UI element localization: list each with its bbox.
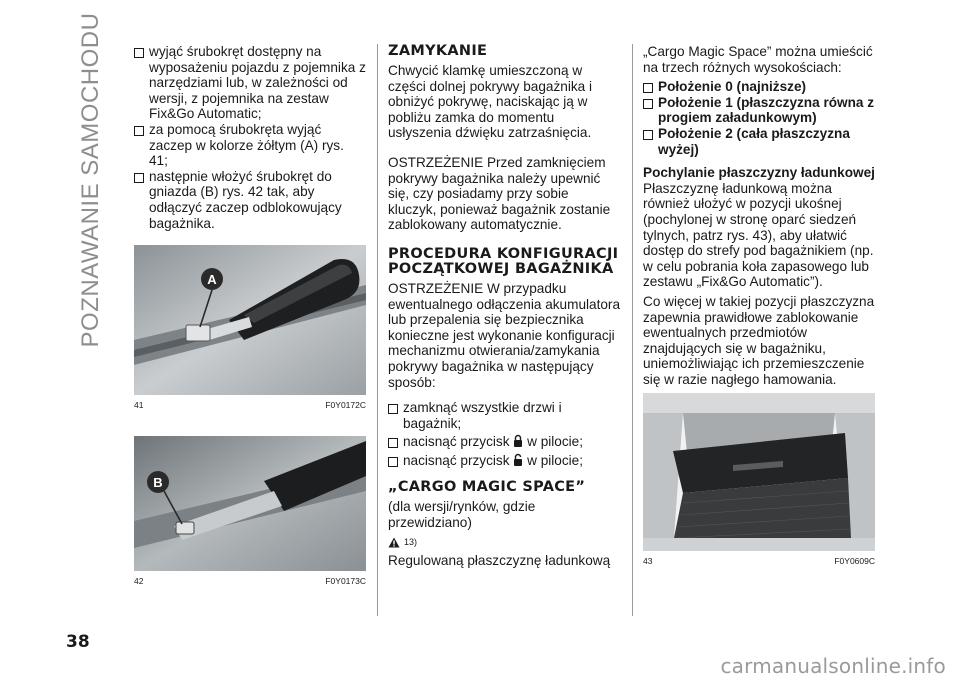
figure-code: F0Y0609C xyxy=(834,556,875,567)
list-item-text: Położenie 1 (płaszczyzna równa z progiem załadunkowym) xyxy=(658,94,875,126)
list-item xyxy=(643,126,875,157)
figure-code: F0Y0172C xyxy=(325,400,366,411)
section-heading: PROCEDURA KONFIGURACJI POCZĄTKOWEJ BAGAŻNIKA xyxy=(388,245,619,277)
list-item xyxy=(134,44,366,122)
column-divider xyxy=(377,44,378,616)
figure-code: F0Y0173C xyxy=(325,575,366,586)
unlock-icon xyxy=(513,453,523,467)
checkbox-bullet-icon xyxy=(388,438,398,448)
checkbox-bullet-icon xyxy=(388,457,398,467)
list-item xyxy=(388,434,620,450)
cargo-floor-image xyxy=(643,393,875,551)
list-item xyxy=(134,169,366,231)
column-2 xyxy=(388,44,620,573)
checkbox-bullet-icon xyxy=(134,126,144,136)
warning-reference xyxy=(388,535,620,551)
list-item xyxy=(643,79,875,95)
checkbox-bullet-icon xyxy=(134,48,144,58)
screwdriver-clip-image xyxy=(134,245,366,395)
paragraph: Płaszczyznę ładunkową można również ułożyć w pozycji ukośnej (pochylonej w stronę oparć siedzeń tylnych, patrz rys. 43), aby ułatwić dostęp do strefy pod bagażnikiem (np. w celu pobrania koła zapasowego lub zestawu „Fix&Go Automatic”). xyxy=(643,180,874,290)
list-item xyxy=(134,122,366,169)
list-item-text-post: w pilocie; xyxy=(527,434,584,450)
list-item xyxy=(388,453,620,469)
column-divider xyxy=(632,44,633,616)
figure-caption xyxy=(134,398,366,414)
list-item-text: zamknąć wszystkie drzwi i bagażnik; xyxy=(403,400,562,431)
watermark: carmanualsonline.info xyxy=(720,654,946,678)
column-1 xyxy=(134,44,366,589)
column-3 xyxy=(643,44,875,570)
list-item-text: wyjąć śrubokręt dostępny na wyposażeniu pojazdu z pojemnika z narzędziami lub, w zależności od wersji, z pojemnika na zestaw Fix&Go Automatic; xyxy=(149,44,366,122)
warning-paragraph: OSTRZEŻENIE Przed zamknięciem pokrywy bagażnika należy upewnić się, czy posiadamy przy sobie kluczyk, ponieważ bagażnik zostanie zablokowany automatycznie. xyxy=(388,154,611,233)
section-heading: ZAMYKANIE xyxy=(388,43,488,59)
figure-41 xyxy=(134,245,366,395)
figure-caption xyxy=(643,554,875,570)
paragraph: Chwycić klamkę umieszczoną w części dolnej pokrywy bagażnika i obniżyć pokrywę, naciskając ją w pobliżu zamka do momentu usłyszenia dźwięku zatrzaśnięcia. xyxy=(388,63,593,141)
subheading: Pochylanie płaszczyzny ładunkowej xyxy=(643,165,875,181)
paragraph: (dla wersji/rynków, gdzie przewidziano) xyxy=(388,499,536,531)
checkbox-bullet-icon xyxy=(134,173,144,183)
paragraph: „Cargo Magic Space” można umieścić na trzech różnych wysokościach: xyxy=(643,44,873,75)
list-item-text-pre: nacisnąć przycisk xyxy=(403,452,510,468)
warning-triangle-icon xyxy=(388,537,400,548)
figure-number: 41 xyxy=(134,400,144,411)
callout-label-b: B xyxy=(153,474,163,490)
paragraph: Co więcej w takiej pozycji płaszczyzna zapewnia prawidłowe zablokowanie ewentualnych przedmiotów znajdujących się w bagażniku, uniemożliwiając ich przemieszczenie się w razie nagłego hamowania. xyxy=(643,293,875,387)
section-title xyxy=(66,12,116,348)
figure-caption xyxy=(134,574,366,590)
paragraph: Regulowaną płaszczyznę ładunkową xyxy=(388,553,611,569)
list-item-text xyxy=(403,434,583,450)
list-item xyxy=(643,95,875,126)
list-item-text-pre: nacisnąć przycisk xyxy=(403,434,510,450)
figure-number: 43 xyxy=(643,556,653,567)
figure-43 xyxy=(643,393,875,551)
list-item-text: Położenie 2 (cała płaszczyzna wyżej) xyxy=(658,125,850,157)
list-item xyxy=(388,400,620,431)
figure-42 xyxy=(134,436,366,571)
figure-number: 42 xyxy=(134,575,144,586)
lock-icon xyxy=(513,434,523,448)
screwdriver-socket-image xyxy=(134,436,366,571)
checkbox-bullet-icon xyxy=(643,130,653,140)
checkbox-bullet-icon xyxy=(643,99,653,109)
checkbox-bullet-icon xyxy=(388,404,398,414)
checkbox-bullet-icon xyxy=(643,83,653,93)
callout-label-a: A xyxy=(207,272,217,288)
list-item-text: za pomocą śrubokręta wyjąć zaczep w kolorze żółtym (A) rys. 41; xyxy=(149,121,344,169)
section-title-text: POZNAWANIE SAMOCHODU xyxy=(77,12,104,348)
list-item-text: następnie włożyć śrubokręt do gniazda (B) rys. 42 tak, aby odłączyć zaczep odblokowujący bagażnika. xyxy=(149,168,342,231)
warning-ref-number: 13) xyxy=(404,536,418,547)
list-item-text: Położenie 0 (najniższe) xyxy=(658,79,807,95)
page-number: 38 xyxy=(66,632,90,652)
list-item-text-post: w pilocie; xyxy=(527,452,584,468)
section-heading: „CARGO MAGIC SPACE” xyxy=(388,479,586,496)
warning-paragraph: OSTRZEŻENIE W przypadku ewentualnego odłączenia akumulatora lub przepalenia się bezpiecznika konieczne jest wykonanie konfiguracji mechanizmu otwierania/zamykania pokrywy bagażnika w następujący sposób: xyxy=(388,280,621,390)
list-item-text xyxy=(403,453,583,469)
